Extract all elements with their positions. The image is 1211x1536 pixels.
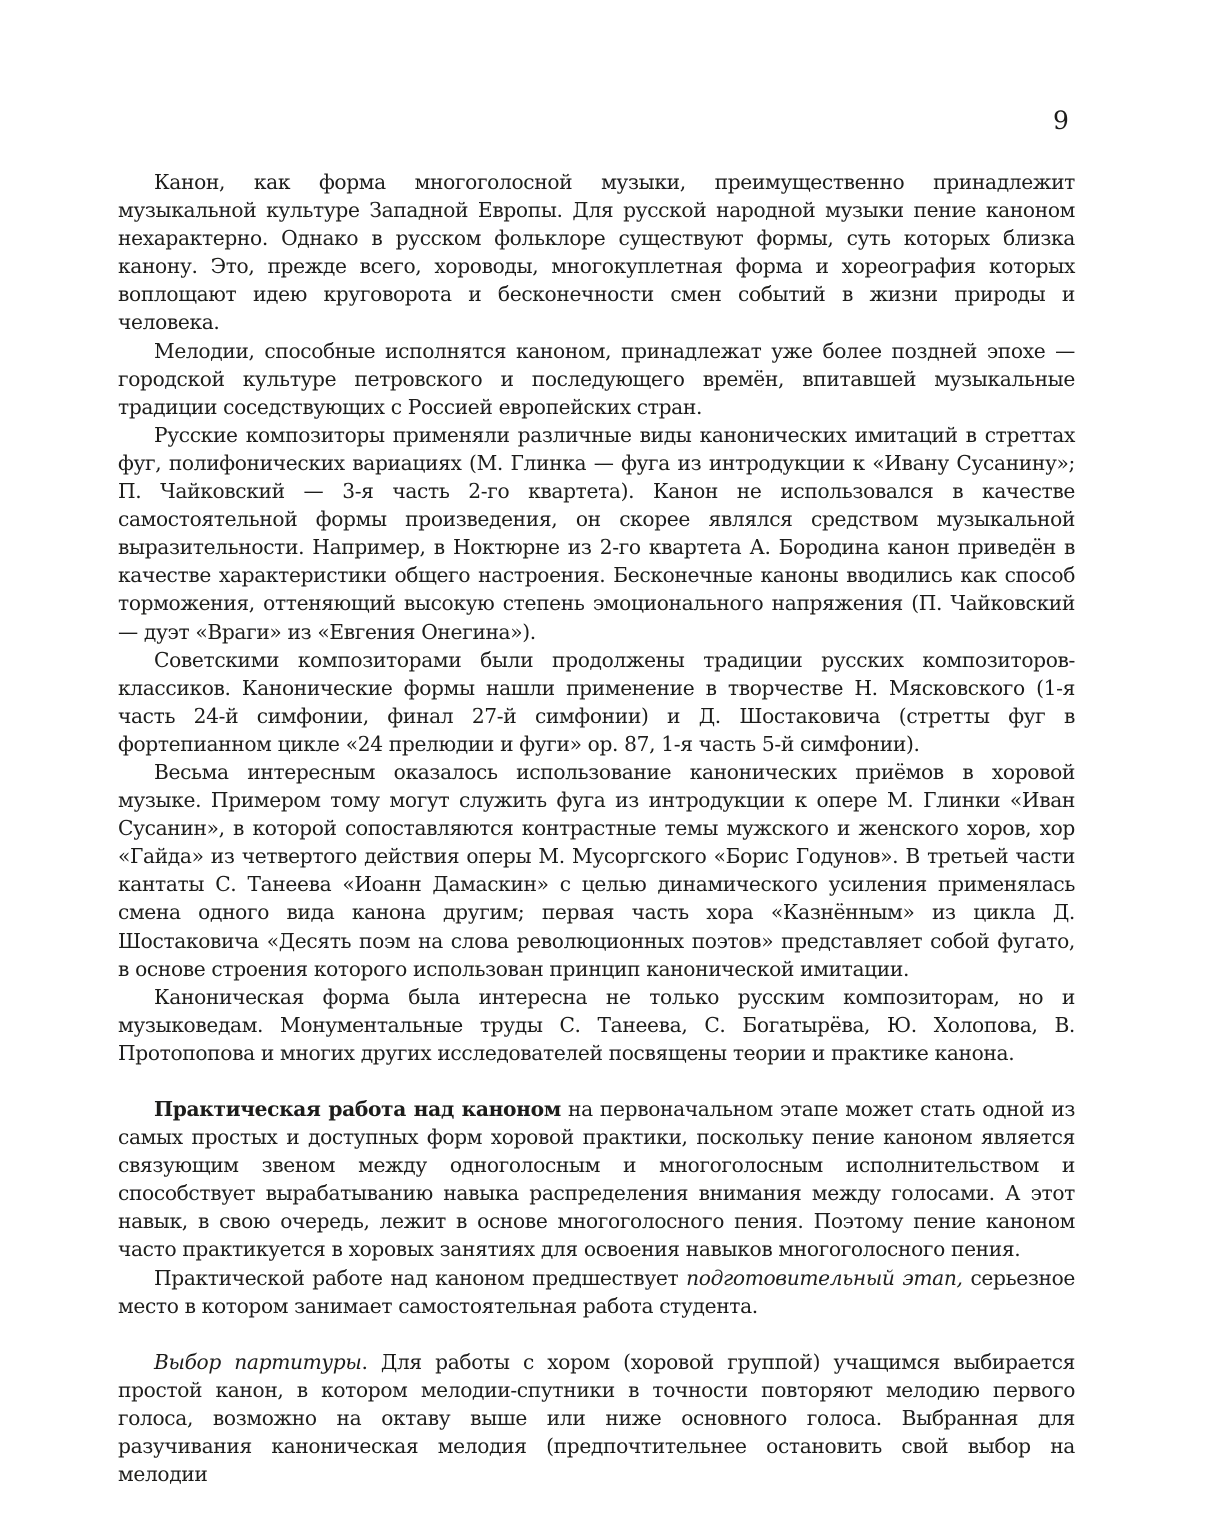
preparatory-stage-before: Практической работе над каноном предшествует (154, 1265, 687, 1290)
preparatory-stage-italic: подготовительный этап, (686, 1265, 963, 1290)
paragraph-score-selection (118, 1348, 1075, 1488)
paragraph-canon-western-europe: Канон, как форма многоголосной музыки, преимущественно принадлежит музыкальной культуре Западной Европы. Для русской народной музыки пение каноном нехарактерно. Однако в русском фольклоре существуют формы, суть которых близка канону. Это, прежде всего, хороводы, многокуплетная форма и хореография которых воплощают идею круговорота и бесконечности смен событий в жизни природы и человека. (118, 170, 1075, 335)
paragraph-russian-composers: Русские композиторы применяли различные виды канонических имитаций в стреттах фуг, полифонических вариациях (М. Глинка — фуга из интродукции к «Ивану Сусанину»; П. Чайковский — 3-я часть 2-го квартета). Канон не использовался в качестве самостоятельной формы произведения, он скорее являлся средством музыкальной выразительности. Например, в Ноктюрне из 2-го квартета А. Бородина канон приведён в качестве характеристики общего настроения. Бесконечные каноны вводились как способ торможения, оттеняющий высокую степень эмоционального напряжения (П. Чайковский — дуэт «Враги» из «Евгения Онегина»). (118, 422, 1075, 644)
paragraph-melodies-petrine-era: Мелодии, способные исполнятся каноном, принадлежат уже более поздней эпохе — городской культуре петровского и последующего времён, впитавшей музыкальные традиции соседствующих с Россией европейских стран. (118, 338, 1075, 419)
paragraph-preparatory-stage (118, 1264, 1075, 1320)
paragraph-practical-work-text: на первоначальном этапе может стать одной из самых простых и доступных форм хоровой практики, поскольку пение каноном является связующим звеном между одноголосным и многоголосным исполнительством и способствует вырабатыванию навыка распределения внимания между голосами. А этот навык, в свою очередь, лежит в основе многоголосного пения. Поэтому пение каноном часто практикуется в хоровых занятиях для освоения навыков многоголосного пения. (118, 1097, 1075, 1262)
run-in-heading-practical-work: Практическая работа над каноном (154, 1097, 561, 1121)
run-in-heading-score-selection: Выбор партитуры (154, 1349, 362, 1374)
paragraph-choral-music: Весьма интересным оказалось использование канонических приёмов в хоровой музыке. Примером тому могут служить фуга из интродукции к опере М. Глинки «Иван Сусанин», в которой сопоставляются контрастные темы мужского и женского хоров, хор «Гайда» из четвертого действия оперы М. Мусоргского «Борис Годунов». В третьей части кантаты С. Танеева «Иоанн Дамаскин» с целью динамического усиления применялась смена одного вида канона другим; первая часть хора «Казнённым» из цикла Д. Шостаковича «Десять поэм на слова революционных поэтов» представляет собой фугато, в основе строения которого использован принцип канонической имитации. (118, 759, 1075, 981)
paragraph-practical-work (118, 1095, 1075, 1264)
paragraph-score-selection-text: . Для работы с хором (хоровой группой) учащимся выбирается простой канон, в котором мелодии-спутники в точности повторяют мелодию первого голоса, возможно на октаву выше или ниже основного голоса. Выбранная для разучивания каноническая мелодия (предпочтительнее остановить свой выбор на мелодии (118, 1349, 1075, 1487)
paragraph-soviet-composers: Советскими композиторами были продолжены традиции русских композиторов-классиков. Канонические формы нашли применение в творчестве Н. Мясковского (1-я часть 24-й симфонии, финал 27-й симфонии) и Д. Шостаковича (стретты фуг в фортепианном цикле «24 прелюдии и фуги» op. 87, 1-я часть 5-й симфонии). (118, 647, 1075, 756)
page-number: 9 (1053, 106, 1069, 135)
body-text (118, 168, 1075, 1488)
paragraph-musicologists: Каноническая форма была интересна не только русским композиторам, но и музыковедам. Монументальные труды С. Танеева, С. Богатырёва, Ю. Холопова, В. Протопопова и многих других исследователей посвящены теории и практике канона. (118, 984, 1075, 1065)
preparatory-stage-after: серьезное место в котором занимает самостоятельная работа студента. (118, 1265, 1075, 1318)
